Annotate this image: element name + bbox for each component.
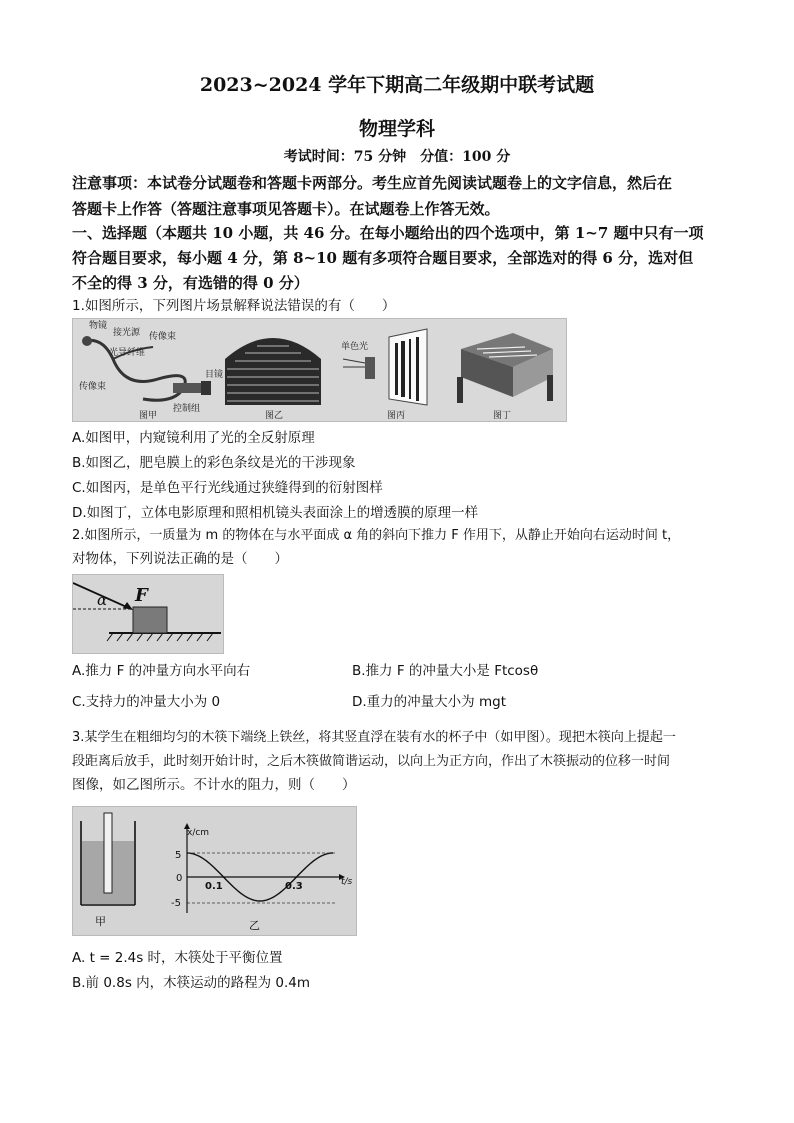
exam-title: 2023~2024 学年下期高二年级期中联考试题: [199, 74, 595, 96]
label-jia: 甲: [95, 915, 106, 928]
label-fig-jia: 图甲: [139, 411, 158, 421]
section1-line-3: 不全的得 3 分，有选错的得 0 分）: [72, 274, 309, 292]
label-eyepiece: 目镜: [205, 370, 224, 380]
q1-option-b: B.如图乙，肥皂膜上的彩色条纹是光的干涉现象: [72, 455, 356, 471]
q3-figure: [72, 806, 357, 936]
q3-stem-line-3: 图像，如乙图所示。不计水的阻力，则（ ）: [72, 777, 356, 793]
chart-ytick-5: 5: [175, 850, 182, 861]
label-alpha: α: [97, 591, 108, 609]
label-monochrome: 单色光: [341, 342, 369, 352]
label-fig-ding: 图丁: [493, 411, 512, 421]
q2-stem-line-2: 对物体，下列说法正确的是（ ）: [72, 551, 288, 567]
section1-line-2: 符合题目要求，每小题 4 分，第 8~10 题有多项符合题目要求，全部选对的得 6 分，选对但: [72, 249, 694, 267]
chart-x-axis-label: t/s: [341, 877, 353, 887]
label-force: F: [135, 585, 148, 606]
label-control: 控制组: [173, 404, 201, 414]
label-image-bundle-1: 传像束: [149, 332, 177, 342]
section1-line-1: 一、选择题（本题共 10 小题，共 46 分。在每小题给出的四个选项中，第 1~7 题中只有一项: [72, 224, 704, 242]
label-yi: 乙: [249, 919, 260, 932]
q2-option-a: A.推力 F 的冲量方向水平向右: [72, 663, 251, 679]
label-image-bundle-2: 传像束: [79, 382, 107, 392]
subject-title: 物理学科: [358, 118, 435, 140]
label-light-source: 接光源: [113, 328, 141, 338]
q2-figure-svg: [73, 575, 223, 653]
q1-option-d: D.如图丁，立体电影原理和照相机镜头表面涂上的增透膜的原理一样: [72, 505, 479, 521]
time-score: 考试时间：75 分钟 分值：100 分: [283, 149, 511, 165]
q3-figure-svg: [73, 807, 356, 935]
chart-ytick-0: 0: [176, 873, 183, 884]
label-fig-yi: 图乙: [265, 411, 284, 421]
q3-option-a: A. t = 2.4s 时，木筷处于平衡位置: [72, 950, 283, 966]
q3-stem-line-1: 3.某学生在粗细均匀的木筷下端绕上铁丝，将其竖直浮在装有水的杯子中（如甲图）。现把木筷向上提起一: [72, 730, 676, 745]
q1-figure-svg: [73, 319, 566, 421]
chart-xtick-0-3: 0.3: [285, 881, 303, 892]
q3-stem-line-2: 段距离后放手，此时刻开始计时，之后木筷做简谐运动，以向上为正方向，作出了木筷振动的位移一时间: [72, 754, 671, 769]
q2-stem-line-1: 2.如图所示，一质量为 m 的物体在与水平面成 α 角的斜向下推力 F 作用下，从静止开始向右运动时间 t，: [72, 528, 681, 543]
notice-line-2: 答题卡上作答（答题注意事项见答题卡）。在试题卷上作答无效。: [72, 200, 500, 218]
notice-line-1: 注意事项：本试卷分试题卷和答题卡两部分。考生应首先阅读试题卷上的文字信息，然后在: [72, 174, 673, 192]
q1-figure: [72, 318, 567, 422]
q2-option-b: B.推力 F 的冲量大小是 Ftcosθ: [352, 663, 539, 679]
q1-option-a: A.如图甲，内窥镜利用了光的全反射原理: [72, 430, 315, 446]
q1-option-c: C.如图丙，是单色平行光线通过狭缝得到的衍射图样: [72, 480, 383, 496]
chart-ytick-neg5: -5: [171, 898, 181, 909]
label-fiber: 光导纤维: [109, 348, 146, 358]
q1-stem: 1.如图所示，下列图片场景解释说法错误的有（ ）: [72, 298, 396, 314]
q2-figure: [72, 574, 224, 654]
q2-option-d: D.重力的冲量大小为 mgt: [352, 694, 506, 710]
label-objective: 物镜: [89, 321, 108, 331]
q3-option-b: B.前 0.8s 内，木筷运动的路程为 0.4m: [72, 975, 311, 991]
q2-option-c: C.支持力的冲量大小为 0: [72, 694, 221, 710]
label-fig-bing: 图丙: [387, 411, 406, 421]
chart-y-axis-label: x/cm: [187, 828, 210, 838]
chart-xtick-0-1: 0.1: [205, 881, 223, 892]
